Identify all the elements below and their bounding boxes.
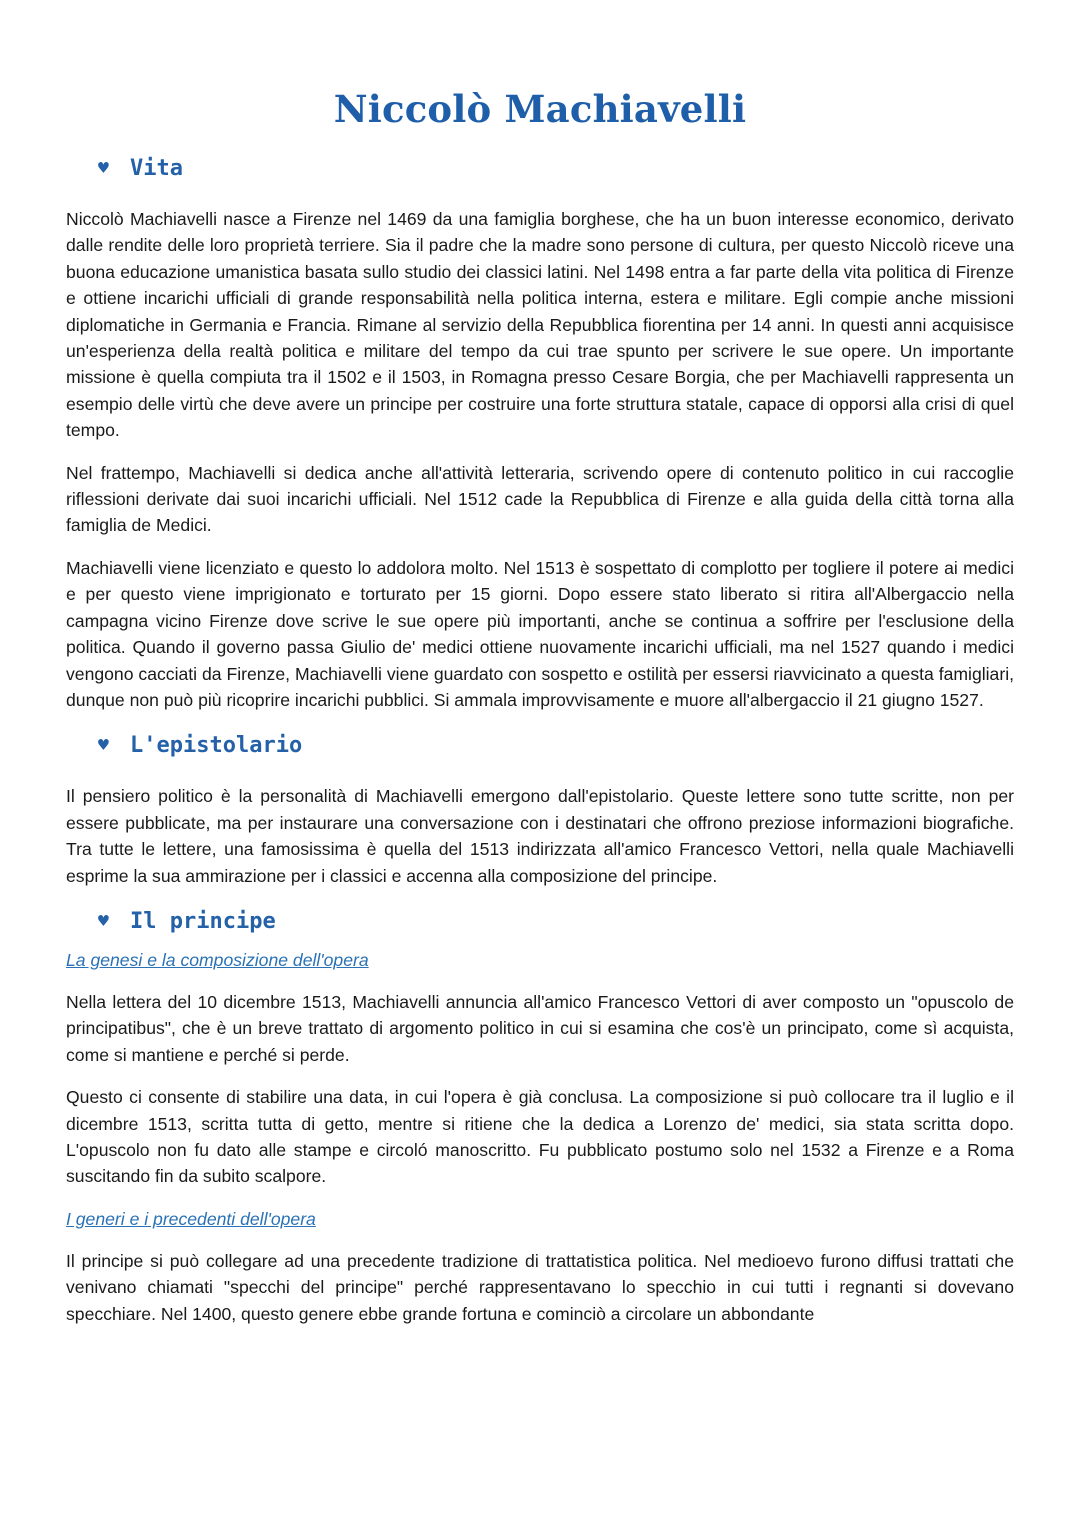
paragraph: Nel frattempo, Machiavelli si dedica anche all'attività letteraria, scrivendo opere di contenuto politico in cui raccoglie riflessioni derivate dai suoi incarichi ufficiali. Nel 1512 cade la Repubblica di Firenze e alla guida della città torna alla famiglia de Medici. [66, 462, 1014, 536]
heart-icon: ♥ [98, 735, 109, 757]
heart-icon: ♥ [98, 158, 109, 179]
paragraph: Niccolò Machiavelli nasce a Firenze nel 1469 da una famiglia borghese, che ha un buon interesse economico, derivato dalle rendite delle loro proprietà terriere. Sia il padre che la madre sono persone di cultura, per questo Niccolò riceve una buona educazione umanistica basata sullo studio dei classici latini. Nel 1498 entra a far parte della vita politica di Firenze e ottiene incarichi ufficiali di grande responsabilità nella politica interna, estera e militare. Egli compie anche missioni diplomatiche in Germania e Francia. Rimane al servizio della Repubblica fiorentina per 14 anni. In questi anni acquisisce un'esperienza della realtà politica e militare del tempo da cui trae spunto per scrivere le sue opere. Un importante missione è quella compiuta tra il 1502 e il 1503, in Romagna presso Cesare Borgia, che per Machiavelli rappresenta un esempio delle virtù che deve avere un principe per costruire una forte struttura statale, capace di opporsi alla crisi di quel tempo. [66, 209, 1014, 441]
section-heading-vita [98, 154, 1014, 184]
page-title: Niccolò Machiavelli [333, 87, 747, 131]
subheading-link-genesi[interactable]: La genesi e la composizione dell'opera [66, 949, 369, 970]
paragraph: Machiavelli viene licenziato e questo lo addolora molto. Nel 1513 è sospettato di complotto per togliere il potere ai medici e per questo viene imprigionato e torturato per 15 giorni. Dopo essere stato liberato si ritira all'Albergaccio nella campagna vicino Firenze dove scrive le sue opere più importanti, anche se continua a soffrire per l'esclusione della politica. Quando il governo passa Giulio de' medici ottiene nuovamente incarichi ufficiali, ma nel 1527 quando i medici vengono cacciati da Firenze, Machiavelli viene guardato con sospetto e ostilità per essersi riavvicinato a questa famigliari, dunque non può più ricoprire incarichi pubblici. Si ammala improvvisamente e muore all'albergaccio il 21 giugno 1527. [66, 557, 1014, 710]
section-heading-label: Il principe [130, 908, 276, 934]
section-heading-epistolario [98, 731, 1014, 761]
section-heading-label: Vita [130, 156, 183, 181]
subheading-link-generi[interactable]: I generi e i precedenti dell'opera [66, 1208, 316, 1229]
heart-icon: ♥ [98, 910, 109, 932]
paragraph: Il principe si può collegare ad una precedente tradizione di trattatistica politica. Nel medioevo furono diffusi trattati che venivano chiamati "specchi del principe" perché rappresentavano lo specchio in cui tutti i regnanti si dovevano specchiare. Nel 1400, questo genere ebbe grande fortuna e cominciò a circolare un abbondante [66, 1250, 1014, 1324]
section-heading-il-principe [98, 907, 1014, 937]
paragraph: Il pensiero politico è la personalità di Machiavelli emergono dall'epistolario. Queste lettere sono tutte scritte, non per essere pubblicate, ma per instaurare una conversazione con i destinatari che offrono preziose informazioni biografiche. Tra tutte le lettere, una famosissima è quella del 1513 indirizzata all'amico Francesco Vettori, nella quale Machiavelli esprime la sua ammirazione per i classici e accenna alla composizione del principe. [66, 786, 1014, 886]
paragraph: Nella lettera del 10 dicembre 1513, Machiavelli annuncia all'amico Francesco Vettori di aver composto un "opuscolo de principatibus", che è un breve trattato di argomento politico in cui si esamina che cos'è un principato, come sì acquista, come si mantiene e perché si perde. [66, 991, 1014, 1065]
paragraph: Questo ci consente di stabilire una data, in cui l'opera è già conclusa. La composizione si può collocare tra il luglio e il dicembre 1513, scritta tutta di getto, mentre si ritiene che la dedica a Lorenzo de' medici, sia stata scritta dopo. L'opuscolo non fu dato alle stampe e circoló manoscritto. Fu pubblicato postumo solo nel 1532 a Firenze e a Roma suscitando fin da subito scalpore. [66, 1087, 1014, 1187]
section-heading-label: L'epistolario [130, 733, 303, 759]
